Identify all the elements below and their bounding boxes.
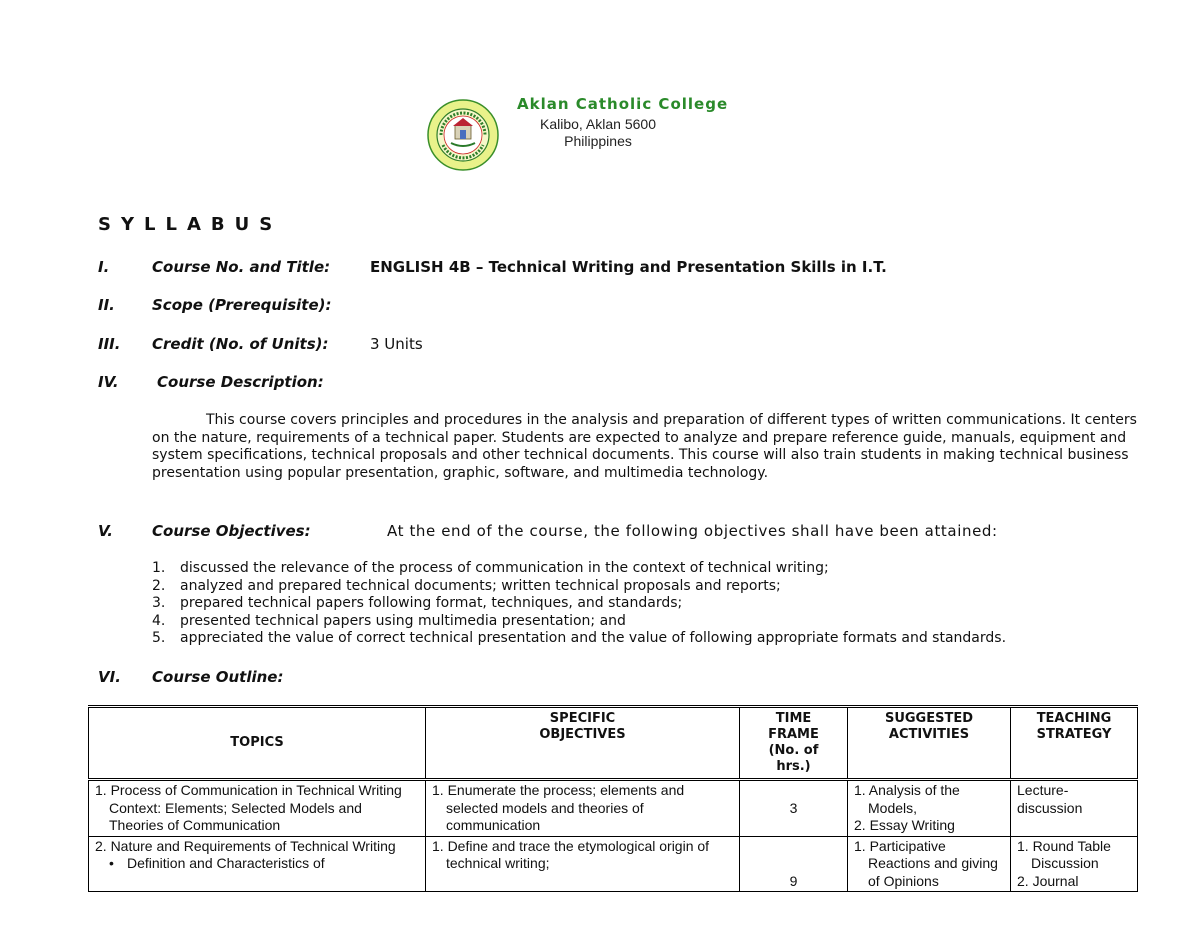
course-outline-table (88, 705, 1138, 892)
section-6-number: VI. (98, 668, 121, 686)
college-address (540, 116, 656, 150)
row-2-activities: 1. Participative Reactions and giving of Opinions (848, 836, 1011, 892)
row-2-objective: 1. Define and trace the etymological origin of technical writing; (426, 836, 740, 892)
list-item: 3. prepared technical papers following format, techniques, and standards; (152, 595, 683, 611)
table-row (89, 836, 1138, 892)
header-topics: TOPICS (89, 707, 426, 780)
row-2-topic: 2. Nature and Requirements of Technical Writing • Definition and Characteristics of (89, 836, 426, 892)
objectives-list (152, 560, 1006, 648)
row-1-time: 3 (740, 780, 848, 837)
list-item: 2. analyzed and prepared technical documents; written technical proposals and reports; (152, 577, 781, 594)
row-1-topic: 1. Process of Communication in Technical Writing Context: Elements; Selected Models and Theories of Communication (89, 780, 426, 837)
row-1-objective: 1. Enumerate the process; elements and selected models and theories of communication (426, 780, 740, 837)
header-suggested-activities: SUGGESTED ACTIVITIES (848, 707, 1011, 780)
section-1-label: Course No. and Title: (152, 258, 331, 276)
section-1-number: I. (98, 258, 110, 276)
address-line-country: Philippines (564, 133, 632, 149)
section-3-number: III. (98, 335, 121, 353)
row-1-activities: 1. Analysis of the Models, 2. Essay Writing (848, 780, 1011, 837)
section-5-label: Course Objectives: (152, 522, 311, 540)
document-title: SYLLABUS (98, 214, 283, 235)
credit-units-value: 3 Units (370, 335, 423, 353)
address-line-city: Kalibo, Aklan 5600 (540, 116, 656, 132)
list-item: 4. presented technical papers using multimedia presentation; and (152, 612, 626, 629)
course-title-value: ENGLISH 4B – Technical Writing and Presentation Skills in I.T. (370, 258, 887, 276)
section-5-number: V. (98, 522, 113, 540)
course-description (152, 412, 1142, 482)
section-4-number: IV. (98, 373, 119, 391)
row-2-time: 9 (740, 836, 848, 892)
row-2-topic-bullet: • Definition and Characteristics of (95, 855, 419, 873)
list-item: 1. discussed the relevance of the process of communication in the context of technical writing; (152, 560, 829, 576)
section-2-number: II. (98, 296, 115, 314)
section-3-label: Credit (No. of Units): (152, 335, 329, 353)
section-4-label: Course Description: (157, 373, 324, 391)
college-name: Aklan Catholic College (517, 95, 729, 113)
section-6-label: Course Outline: (152, 668, 284, 686)
header-teaching-strategy: TEACHING STRATEGY (1011, 707, 1138, 780)
row-2-strategy: 1. Round Table Discussion 2. Journal (1011, 836, 1138, 892)
header-specific-objectives: SPECIFIC OBJECTIVES (426, 707, 740, 780)
objectives-intro: At the end of the course, the following objectives shall have been attained: (387, 522, 998, 540)
college-seal-logo (427, 99, 499, 171)
section-2-label: Scope (Prerequisite): (152, 296, 332, 314)
list-item: 5. appreciated the value of correct technical presentation and the value of following appropriate formats and standards. (152, 630, 1007, 646)
header-time-frame: TIME FRAME (No. of hrs.) (740, 707, 848, 780)
table-header-row (89, 707, 1138, 780)
table-row (89, 780, 1138, 837)
course-description-text: This course covers principles and procedures in the analysis and preparation of different types of written communications. It centers on the nature, requirements of a technical paper. Students are expected to analyze and prepare reference guide, manuals, equipment and system specifications, technical proposals and other technical documents. This course will also train students in making technical business presentation using popular presentation, graphic, software, and multimedia technology. (152, 412, 1137, 481)
row-1-strategy: Lecture-discussion (1011, 780, 1138, 837)
